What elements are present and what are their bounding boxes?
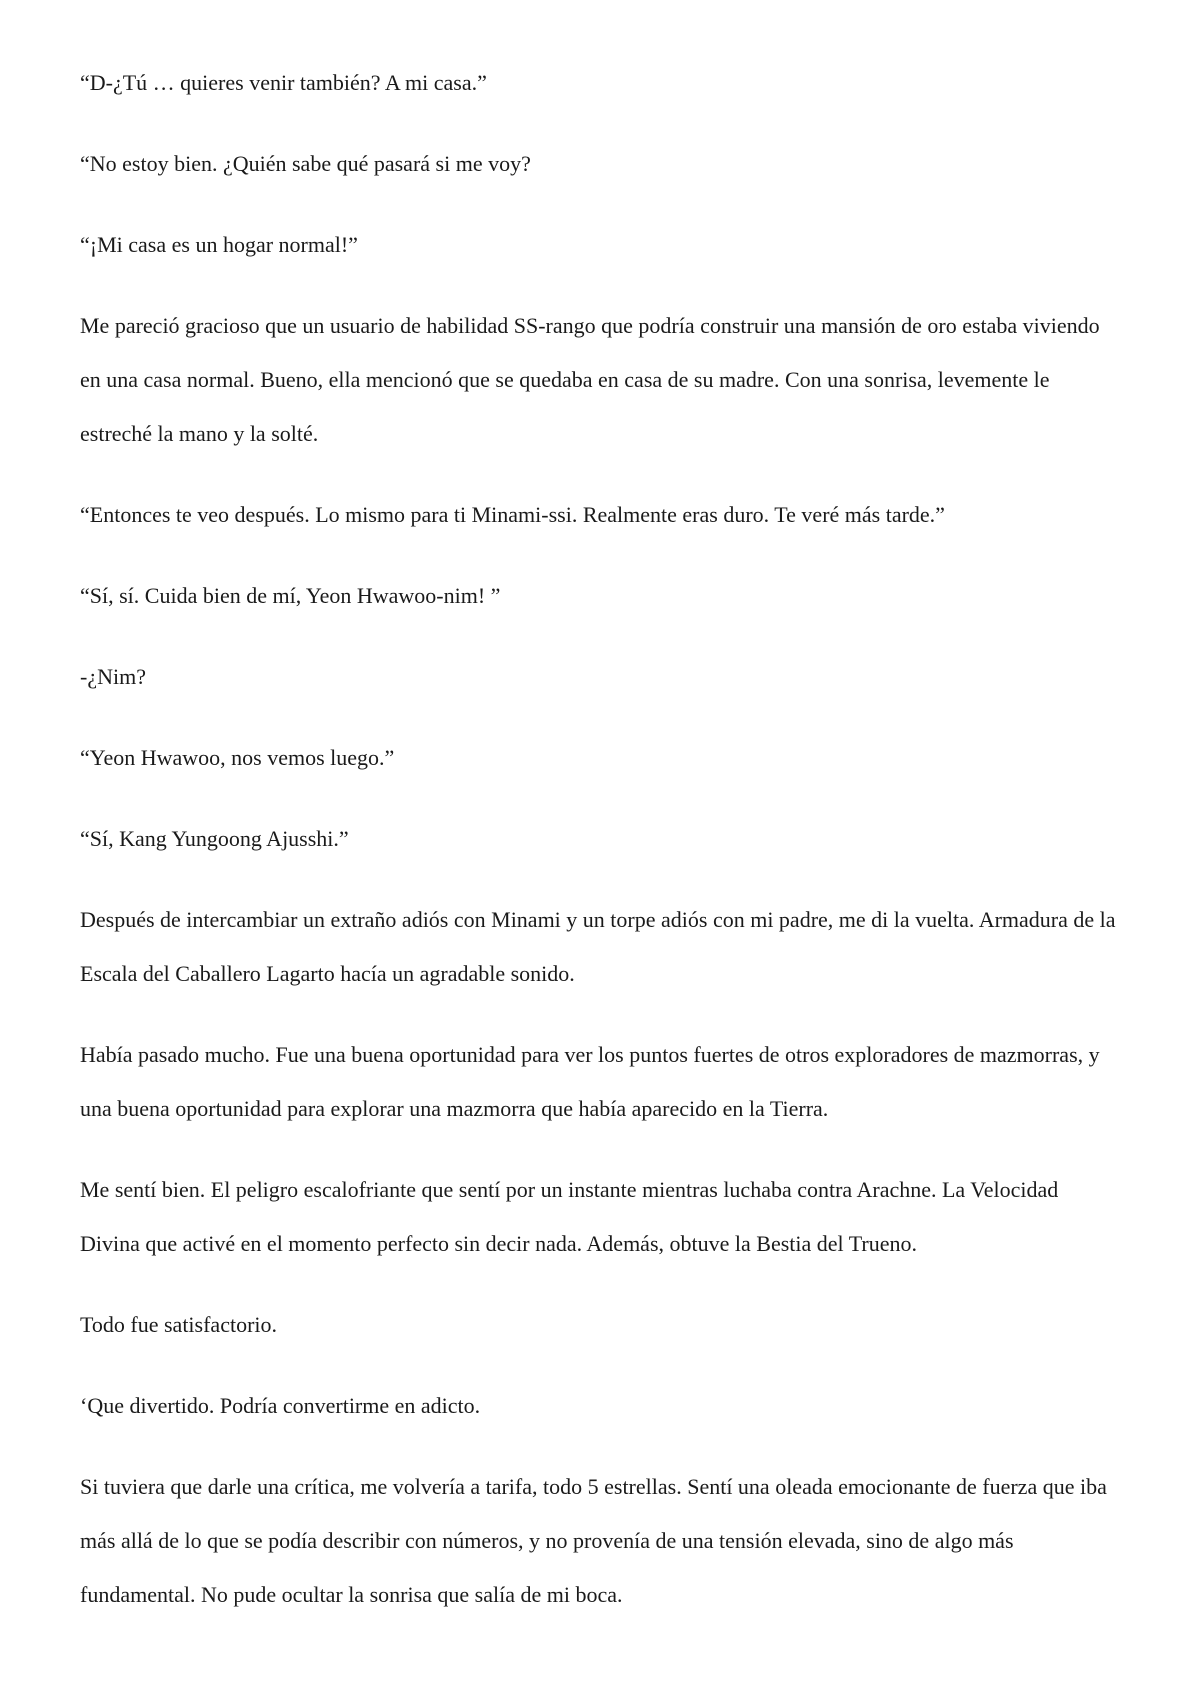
paragraph: “Sí, Kang Yungoong Ajusshi.” [80, 826, 349, 851]
paragraph: “¡Mi casa es un hogar normal!” [80, 232, 358, 257]
paragraph: -¿Nim? [80, 664, 146, 689]
document-page [80, 56, 1120, 1649]
paragraph: “Entonces te veo después. Lo mismo para ti Minami-ssi. Realmente eras duro. Te veré más tarde.” [80, 502, 945, 527]
paragraph: ‘Que divertido. Podría convertirme en adicto. [80, 1393, 481, 1418]
paragraph: “Sí, sí. Cuida bien de mí, Yeon Hwawoo-nim! ” [80, 583, 501, 608]
paragraph: Todo fue satisfactorio. [80, 1312, 278, 1337]
paragraph: Después de intercambiar un extraño adiós con Minami y un torpe adiós con mi padre, me di la vuelta. Armadura de la Escala del Caballero Lagarto hacía un agradable sonido. [80, 907, 1116, 986]
paragraph: “D-¿Tú … quieres venir también? A mi casa.” [80, 70, 487, 95]
paragraph: Me pareció gracioso que un usuario de habilidad SS-rango que podría construir una mansión de oro estaba viviendo en una casa normal. Bueno, ella mencionó que se quedaba en casa de su madre. Con una sonrisa, levemente le estreché la mano y la solté. [80, 313, 1100, 446]
paragraph: Si tuviera que darle una crítica, me volvería a tarifa, todo 5 estrellas. Sentí una oleada emocionante de fuerza que iba más allá de lo que se podía describir con números, y no provenía de una tensión elevada, sino de algo más fundamental. No pude ocultar la sonrisa que salía de mi boca. [80, 1474, 1107, 1607]
paragraph: “Yeon Hwawoo, nos vemos luego.” [80, 745, 395, 770]
paragraph: Me sentí bien. El peligro escalofriante que sentí por un instante mientras luchaba contra Arachne. La Velocidad Divina que activé en el momento perfecto sin decir nada. Además, obtuve la Bestia del Trueno. [80, 1177, 1059, 1256]
paragraph: Había pasado mucho. Fue una buena oportunidad para ver los puntos fuertes de otros exploradores de mazmorras, y una buena oportunidad para explorar una mazmorra que había aparecido en la Tierra. [80, 1042, 1100, 1121]
paragraph: “No estoy bien. ¿Quién sabe qué pasará si me voy? [80, 151, 531, 176]
